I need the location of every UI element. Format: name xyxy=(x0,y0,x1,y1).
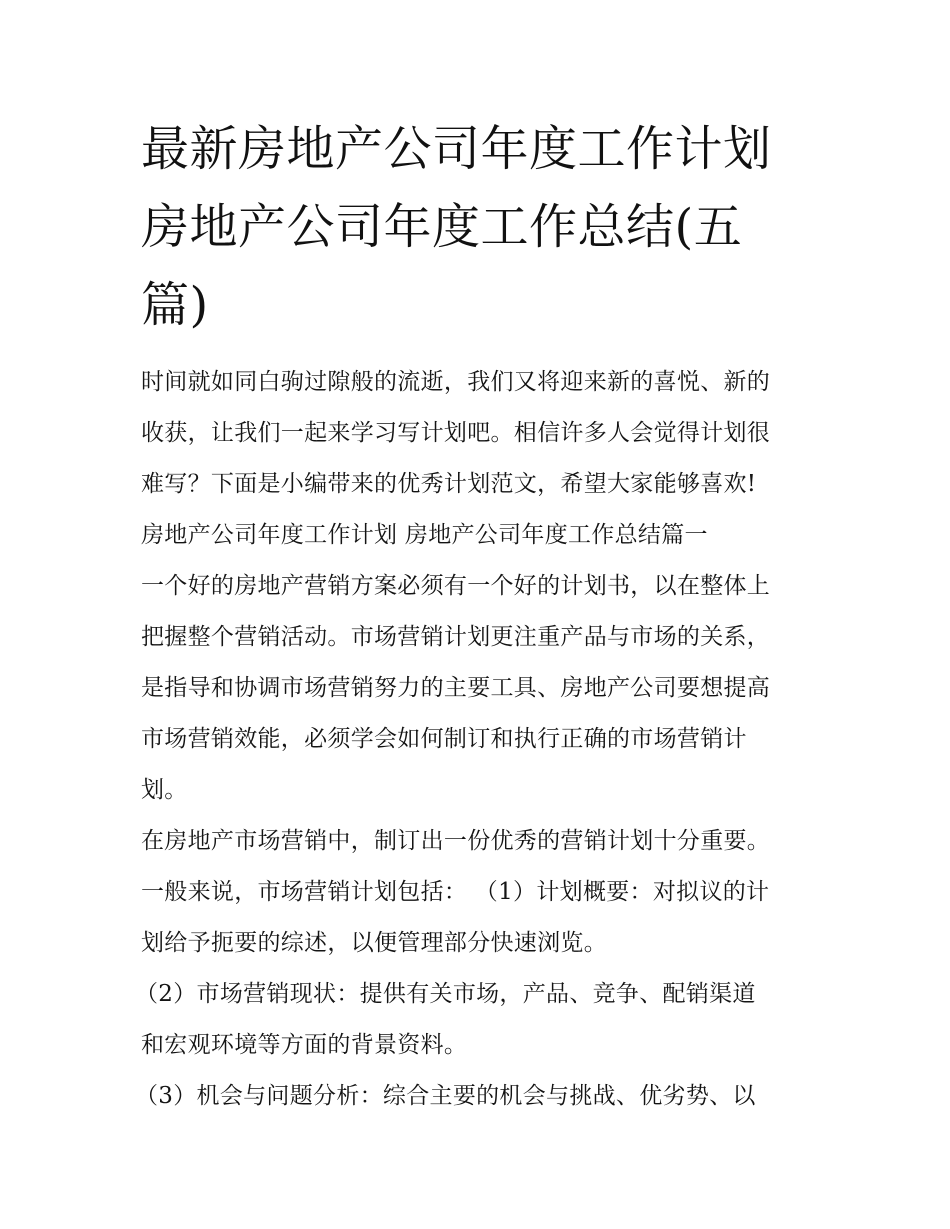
paragraph-line: 难写？下面是小编带来的优秀计划范文，希望大家能够喜欢! xyxy=(141,471,757,497)
paragraph-line: 划给予扼要的综述，以便管理部分快速浏览。 xyxy=(141,930,607,956)
list-item-line: （2）市场营销现状：提供有关市场，产品、竞争、配销渠道 xyxy=(135,981,756,1007)
title-line: 房地产公司年度工作总结(五 xyxy=(141,199,743,255)
document-title xyxy=(141,110,821,344)
paragraph-line: 把握整个营销活动。市场营销计划更注重产品与市场的关系， xyxy=(141,624,771,650)
paragraph-line: 和宏观环境等方面的背景资料。 xyxy=(141,1032,468,1058)
paragraph-line: 一般来说，市场营销计划包括： （1）计划概要：对拟议的计 xyxy=(141,879,770,905)
document-body xyxy=(135,357,821,1122)
paragraph-line: 一个好的房地产营销方案必须有一个好的计划书，以在整体上 xyxy=(141,573,771,599)
title-line: 篇) xyxy=(141,277,209,333)
list-item-line: （3）机会与问题分析：综合主要的机会与挑战、优劣势、以 xyxy=(135,1083,756,1109)
paragraph-line: 市场营销效能，必须学会如何制订和执行正确的市场营销计 xyxy=(141,726,747,752)
paragraph-line: 是指导和协调市场营销努力的主要工具、房地产公司要想提高 xyxy=(141,675,771,701)
title-line: 最新房地产公司年度工作计划 xyxy=(141,121,772,177)
paragraph-line: 时间就如同白驹过隙般的流逝，我们又将迎来新的喜悦、新的 xyxy=(141,369,771,395)
section-heading: 房地产公司年度工作计划 房地产公司年度工作总结篇一 xyxy=(141,522,708,548)
paragraph-line: 收获，让我们一起来学习写计划吧。相信许多人会觉得计划很 xyxy=(141,420,771,446)
paragraph-line: 在房地产市场营销中，制订出一份优秀的营销计划十分重要。 xyxy=(141,828,771,854)
paragraph-line: 划。 xyxy=(141,777,188,803)
